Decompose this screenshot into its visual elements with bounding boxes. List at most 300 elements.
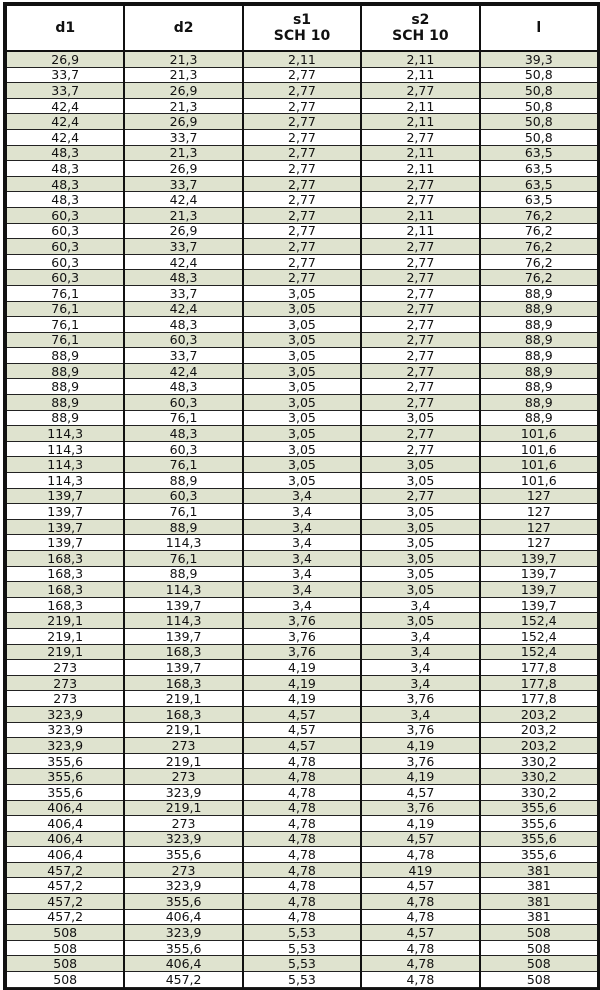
table-row bbox=[6, 207, 598, 223]
cell-d2: 60,3 bbox=[124, 332, 242, 348]
cell-l: 203,2 bbox=[480, 722, 598, 738]
cell-d2: 355,6 bbox=[124, 894, 242, 910]
table-row bbox=[6, 691, 598, 707]
cell-s1: 5,53 bbox=[243, 972, 361, 988]
cell-d1: 60,3 bbox=[6, 239, 124, 255]
cell-s1: 3,05 bbox=[243, 426, 361, 442]
cell-d2: 42,4 bbox=[124, 301, 242, 317]
cell-d2: 168,3 bbox=[124, 644, 242, 660]
table-row bbox=[6, 348, 598, 364]
cell-d2: 21,3 bbox=[124, 207, 242, 223]
cell-l: 381 bbox=[480, 862, 598, 878]
cell-d1: 48,3 bbox=[6, 176, 124, 192]
cell-s1: 2,77 bbox=[243, 254, 361, 270]
cell-d1: 508 bbox=[6, 940, 124, 956]
cell-s1: 2,77 bbox=[243, 270, 361, 286]
cell-s1: 2,77 bbox=[243, 176, 361, 192]
cell-s2: 2,11 bbox=[361, 98, 479, 114]
cell-s2: 2,77 bbox=[361, 192, 479, 208]
cell-d1: 42,4 bbox=[6, 129, 124, 145]
table-row bbox=[6, 738, 598, 754]
table-row bbox=[6, 597, 598, 613]
header-d1-label: d1 bbox=[55, 20, 76, 36]
table-row bbox=[6, 675, 598, 691]
cell-l: 63,5 bbox=[480, 192, 598, 208]
header-d1 bbox=[6, 5, 124, 51]
cell-d1: 60,3 bbox=[6, 223, 124, 239]
cell-d1: 355,6 bbox=[6, 784, 124, 800]
cell-s2: 3,76 bbox=[361, 722, 479, 738]
cell-s1: 3,76 bbox=[243, 613, 361, 629]
header-s2-label: s2 bbox=[411, 12, 430, 28]
table-row bbox=[6, 192, 598, 208]
cell-d1: 168,3 bbox=[6, 566, 124, 582]
cell-s2: 2,11 bbox=[361, 145, 479, 161]
cell-d1: 88,9 bbox=[6, 395, 124, 411]
cell-l: 139,7 bbox=[480, 597, 598, 613]
cell-l: 381 bbox=[480, 909, 598, 925]
table-row bbox=[6, 473, 598, 489]
cell-l: 330,2 bbox=[480, 753, 598, 769]
cell-s2: 3,05 bbox=[361, 613, 479, 629]
cell-s2: 3,05 bbox=[361, 551, 479, 567]
cell-d1: 88,9 bbox=[6, 410, 124, 426]
cell-d2: 42,4 bbox=[124, 363, 242, 379]
table-row bbox=[6, 67, 598, 83]
table-row bbox=[6, 457, 598, 473]
cell-s2: 2,77 bbox=[361, 426, 479, 442]
cell-s2: 2,77 bbox=[361, 254, 479, 270]
cell-s2: 2,77 bbox=[361, 285, 479, 301]
table-row bbox=[6, 379, 598, 395]
table-row bbox=[6, 784, 598, 800]
table-row bbox=[6, 972, 598, 988]
cell-l: 63,5 bbox=[480, 145, 598, 161]
cell-l: 381 bbox=[480, 894, 598, 910]
cell-s1: 2,77 bbox=[243, 67, 361, 83]
cell-s1: 2,77 bbox=[243, 98, 361, 114]
cell-s1: 2,77 bbox=[243, 192, 361, 208]
cell-d2: 139,7 bbox=[124, 660, 242, 676]
cell-s1: 4,78 bbox=[243, 909, 361, 925]
table-row bbox=[6, 488, 598, 504]
cell-s1: 4,78 bbox=[243, 800, 361, 816]
table-row bbox=[6, 285, 598, 301]
cell-s2: 4,78 bbox=[361, 847, 479, 863]
cell-l: 127 bbox=[480, 535, 598, 551]
cell-l: 101,6 bbox=[480, 441, 598, 457]
cell-l: 76,2 bbox=[480, 207, 598, 223]
cell-l: 177,8 bbox=[480, 660, 598, 676]
cell-s1: 5,53 bbox=[243, 956, 361, 972]
cell-s1: 5,53 bbox=[243, 925, 361, 941]
table-row bbox=[6, 800, 598, 816]
cell-s2: 2,77 bbox=[361, 488, 479, 504]
cell-s2: 4,78 bbox=[361, 972, 479, 988]
cell-s1: 4,57 bbox=[243, 706, 361, 722]
cell-l: 39,3 bbox=[480, 51, 598, 67]
table-row bbox=[6, 862, 598, 878]
cell-s1: 2,77 bbox=[243, 83, 361, 99]
cell-d1: 42,4 bbox=[6, 114, 124, 130]
table-row bbox=[6, 722, 598, 738]
cell-d2: 323,9 bbox=[124, 925, 242, 941]
cell-d1: 219,1 bbox=[6, 628, 124, 644]
table-row bbox=[6, 51, 598, 67]
cell-d1: 406,4 bbox=[6, 816, 124, 832]
cell-d1: 33,7 bbox=[6, 67, 124, 83]
cell-d2: 273 bbox=[124, 862, 242, 878]
cell-s2: 4,78 bbox=[361, 894, 479, 910]
cell-s1: 4,78 bbox=[243, 862, 361, 878]
table-row bbox=[6, 176, 598, 192]
cell-d1: 114,3 bbox=[6, 441, 124, 457]
cell-d1: 406,4 bbox=[6, 831, 124, 847]
cell-d1: 114,3 bbox=[6, 473, 124, 489]
cell-s1: 2,77 bbox=[243, 129, 361, 145]
table-row bbox=[6, 129, 598, 145]
cell-d2: 219,1 bbox=[124, 753, 242, 769]
cell-d2: 114,3 bbox=[124, 613, 242, 629]
table-row bbox=[6, 940, 598, 956]
cell-d2: 60,3 bbox=[124, 441, 242, 457]
cell-d1: 88,9 bbox=[6, 348, 124, 364]
cell-l: 88,9 bbox=[480, 395, 598, 411]
cell-d2: 219,1 bbox=[124, 722, 242, 738]
table-row bbox=[6, 831, 598, 847]
cell-d1: 457,2 bbox=[6, 894, 124, 910]
cell-d1: 60,3 bbox=[6, 207, 124, 223]
cell-s2: 4,78 bbox=[361, 956, 479, 972]
header-s1 bbox=[243, 5, 361, 51]
table-row bbox=[6, 909, 598, 925]
cell-s1: 4,57 bbox=[243, 722, 361, 738]
cell-l: 203,2 bbox=[480, 706, 598, 722]
cell-s2: 2,77 bbox=[361, 395, 479, 411]
cell-d1: 48,3 bbox=[6, 192, 124, 208]
cell-s2: 4,57 bbox=[361, 831, 479, 847]
cell-s2: 3,05 bbox=[361, 473, 479, 489]
table-row bbox=[6, 426, 598, 442]
cell-l: 139,7 bbox=[480, 582, 598, 598]
cell-s1: 4,57 bbox=[243, 738, 361, 754]
cell-d1: 60,3 bbox=[6, 270, 124, 286]
cell-d1: 114,3 bbox=[6, 426, 124, 442]
cell-s1: 3,4 bbox=[243, 551, 361, 567]
cell-d2: 76,1 bbox=[124, 504, 242, 520]
cell-l: 127 bbox=[480, 519, 598, 535]
cell-d2: 26,9 bbox=[124, 223, 242, 239]
cell-s2: 3,4 bbox=[361, 706, 479, 722]
cell-d2: 26,9 bbox=[124, 114, 242, 130]
cell-s1: 3,05 bbox=[243, 317, 361, 333]
cell-d2: 76,1 bbox=[124, 551, 242, 567]
cell-d1: 76,1 bbox=[6, 317, 124, 333]
cell-d2: 88,9 bbox=[124, 519, 242, 535]
cell-s1: 3,05 bbox=[243, 410, 361, 426]
cell-s2: 3,4 bbox=[361, 628, 479, 644]
cell-d1: 219,1 bbox=[6, 613, 124, 629]
cell-d2: 42,4 bbox=[124, 192, 242, 208]
cell-d1: 406,4 bbox=[6, 800, 124, 816]
cell-d2: 21,3 bbox=[124, 51, 242, 67]
cell-d2: 33,7 bbox=[124, 239, 242, 255]
table-row bbox=[6, 519, 598, 535]
cell-d1: 219,1 bbox=[6, 644, 124, 660]
dimension-table bbox=[5, 4, 599, 988]
cell-l: 76,2 bbox=[480, 239, 598, 255]
cell-d1: 323,9 bbox=[6, 722, 124, 738]
table-row bbox=[6, 114, 598, 130]
cell-s1: 4,78 bbox=[243, 847, 361, 863]
cell-s1: 3,05 bbox=[243, 285, 361, 301]
cell-l: 76,2 bbox=[480, 254, 598, 270]
cell-d2: 42,4 bbox=[124, 254, 242, 270]
cell-d2: 355,6 bbox=[124, 847, 242, 863]
cell-s2: 2,77 bbox=[361, 379, 479, 395]
table-row bbox=[6, 551, 598, 567]
cell-d2: 76,1 bbox=[124, 410, 242, 426]
cell-l: 88,9 bbox=[480, 379, 598, 395]
cell-s2: 3,76 bbox=[361, 753, 479, 769]
cell-s2: 2,11 bbox=[361, 207, 479, 223]
cell-s1: 3,4 bbox=[243, 566, 361, 582]
cell-s2: 4,78 bbox=[361, 940, 479, 956]
cell-s2: 419 bbox=[361, 862, 479, 878]
cell-d2: 48,3 bbox=[124, 426, 242, 442]
cell-d1: 76,1 bbox=[6, 332, 124, 348]
cell-d1: 48,3 bbox=[6, 161, 124, 177]
cell-l: 50,8 bbox=[480, 83, 598, 99]
cell-s1: 2,77 bbox=[243, 145, 361, 161]
cell-d1: 273 bbox=[6, 691, 124, 707]
cell-d2: 21,3 bbox=[124, 98, 242, 114]
cell-d1: 60,3 bbox=[6, 254, 124, 270]
cell-d1: 457,2 bbox=[6, 862, 124, 878]
cell-d2: 60,3 bbox=[124, 488, 242, 504]
header-s1-sublabel: SCH 10 bbox=[273, 28, 331, 44]
cell-l: 50,8 bbox=[480, 98, 598, 114]
cell-d1: 114,3 bbox=[6, 457, 124, 473]
cell-d1: 323,9 bbox=[6, 706, 124, 722]
cell-d2: 33,7 bbox=[124, 285, 242, 301]
cell-s1: 3,4 bbox=[243, 504, 361, 520]
cell-d1: 355,6 bbox=[6, 753, 124, 769]
cell-l: 355,6 bbox=[480, 847, 598, 863]
cell-s2: 3,76 bbox=[361, 800, 479, 816]
cell-d2: 323,9 bbox=[124, 878, 242, 894]
cell-s2: 2,77 bbox=[361, 129, 479, 145]
cell-s2: 2,77 bbox=[361, 363, 479, 379]
cell-l: 508 bbox=[480, 940, 598, 956]
cell-d2: 26,9 bbox=[124, 83, 242, 99]
cell-l: 152,4 bbox=[480, 644, 598, 660]
cell-d2: 168,3 bbox=[124, 706, 242, 722]
header-l-label: l bbox=[536, 20, 542, 36]
header-d2 bbox=[124, 5, 242, 51]
cell-d2: 114,3 bbox=[124, 582, 242, 598]
table-row bbox=[6, 410, 598, 426]
table-row bbox=[6, 847, 598, 863]
cell-s2: 4,19 bbox=[361, 769, 479, 785]
header-l bbox=[480, 5, 598, 51]
cell-l: 88,9 bbox=[480, 332, 598, 348]
cell-l: 88,9 bbox=[480, 301, 598, 317]
table-row bbox=[6, 301, 598, 317]
cell-d1: 76,1 bbox=[6, 285, 124, 301]
cell-d1: 42,4 bbox=[6, 98, 124, 114]
cell-l: 139,7 bbox=[480, 551, 598, 567]
cell-d1: 139,7 bbox=[6, 519, 124, 535]
cell-s1: 3,05 bbox=[243, 457, 361, 473]
cell-l: 101,6 bbox=[480, 426, 598, 442]
cell-s2: 2,77 bbox=[361, 317, 479, 333]
cell-l: 88,9 bbox=[480, 348, 598, 364]
cell-d2: 26,9 bbox=[124, 161, 242, 177]
cell-s2: 2,77 bbox=[361, 301, 479, 317]
table-row bbox=[6, 161, 598, 177]
table-row bbox=[6, 566, 598, 582]
cell-l: 76,2 bbox=[480, 223, 598, 239]
cell-s2: 3,05 bbox=[361, 519, 479, 535]
cell-l: 330,2 bbox=[480, 784, 598, 800]
cell-d1: 168,3 bbox=[6, 582, 124, 598]
cell-s1: 3,05 bbox=[243, 379, 361, 395]
table-row bbox=[6, 925, 598, 941]
cell-s2: 4,19 bbox=[361, 816, 479, 832]
cell-d1: 33,7 bbox=[6, 83, 124, 99]
table-row bbox=[6, 816, 598, 832]
table-row bbox=[6, 145, 598, 161]
cell-s1: 3,4 bbox=[243, 597, 361, 613]
dimension-table-frame bbox=[3, 2, 600, 990]
cell-d2: 406,4 bbox=[124, 956, 242, 972]
cell-d1: 457,2 bbox=[6, 909, 124, 925]
cell-s2: 2,77 bbox=[361, 441, 479, 457]
cell-l: 139,7 bbox=[480, 566, 598, 582]
cell-s1: 4,78 bbox=[243, 753, 361, 769]
cell-s2: 2,11 bbox=[361, 51, 479, 67]
cell-d1: 48,3 bbox=[6, 145, 124, 161]
cell-s1: 3,05 bbox=[243, 363, 361, 379]
cell-d2: 88,9 bbox=[124, 473, 242, 489]
cell-d1: 273 bbox=[6, 675, 124, 691]
cell-d2: 33,7 bbox=[124, 348, 242, 364]
table-row bbox=[6, 582, 598, 598]
cell-d1: 139,7 bbox=[6, 535, 124, 551]
cell-s1: 3,4 bbox=[243, 535, 361, 551]
cell-s2: 2,11 bbox=[361, 67, 479, 83]
cell-s1: 2,77 bbox=[243, 207, 361, 223]
cell-s2: 2,77 bbox=[361, 270, 479, 286]
cell-s1: 4,78 bbox=[243, 894, 361, 910]
cell-s2: 2,77 bbox=[361, 83, 479, 99]
cell-d2: 406,4 bbox=[124, 909, 242, 925]
cell-l: 177,8 bbox=[480, 691, 598, 707]
cell-l: 88,9 bbox=[480, 410, 598, 426]
table-row bbox=[6, 769, 598, 785]
cell-s1: 4,19 bbox=[243, 675, 361, 691]
table-body bbox=[6, 51, 598, 987]
cell-d2: 21,3 bbox=[124, 67, 242, 83]
cell-d1: 26,9 bbox=[6, 51, 124, 67]
cell-d2: 48,3 bbox=[124, 317, 242, 333]
cell-d2: 457,2 bbox=[124, 972, 242, 988]
cell-d1: 88,9 bbox=[6, 379, 124, 395]
table-row bbox=[6, 363, 598, 379]
cell-s2: 2,77 bbox=[361, 348, 479, 364]
cell-s2: 3,05 bbox=[361, 566, 479, 582]
cell-d2: 139,7 bbox=[124, 628, 242, 644]
cell-d1: 168,3 bbox=[6, 597, 124, 613]
cell-l: 355,6 bbox=[480, 816, 598, 832]
cell-l: 508 bbox=[480, 925, 598, 941]
cell-s2: 2,77 bbox=[361, 239, 479, 255]
cell-l: 76,2 bbox=[480, 270, 598, 286]
cell-s2: 3,05 bbox=[361, 504, 479, 520]
table-row bbox=[6, 956, 598, 972]
cell-s1: 3,76 bbox=[243, 628, 361, 644]
cell-l: 127 bbox=[480, 488, 598, 504]
cell-l: 127 bbox=[480, 504, 598, 520]
table-row bbox=[6, 239, 598, 255]
cell-d1: 508 bbox=[6, 956, 124, 972]
cell-d1: 508 bbox=[6, 925, 124, 941]
cell-l: 508 bbox=[480, 956, 598, 972]
table-row bbox=[6, 878, 598, 894]
cell-d2: 60,3 bbox=[124, 395, 242, 411]
cell-d1: 139,7 bbox=[6, 488, 124, 504]
cell-l: 88,9 bbox=[480, 285, 598, 301]
cell-s2: 3,4 bbox=[361, 644, 479, 660]
cell-s2: 3,05 bbox=[361, 410, 479, 426]
cell-s2: 3,05 bbox=[361, 535, 479, 551]
cell-d1: 88,9 bbox=[6, 363, 124, 379]
cell-s2: 2,77 bbox=[361, 176, 479, 192]
cell-l: 330,2 bbox=[480, 769, 598, 785]
cell-d1: 168,3 bbox=[6, 551, 124, 567]
cell-s2: 2,11 bbox=[361, 114, 479, 130]
table-row bbox=[6, 83, 598, 99]
table-header bbox=[6, 5, 598, 51]
cell-s1: 4,78 bbox=[243, 816, 361, 832]
cell-d2: 273 bbox=[124, 738, 242, 754]
cell-d2: 273 bbox=[124, 816, 242, 832]
cell-l: 88,9 bbox=[480, 363, 598, 379]
cell-l: 381 bbox=[480, 878, 598, 894]
cell-s1: 3,05 bbox=[243, 395, 361, 411]
header-s1-label: s1 bbox=[292, 12, 312, 28]
cell-s2: 3,76 bbox=[361, 691, 479, 707]
cell-d2: 273 bbox=[124, 769, 242, 785]
cell-l: 63,5 bbox=[480, 176, 598, 192]
cell-l: 152,4 bbox=[480, 613, 598, 629]
table-row bbox=[6, 441, 598, 457]
table-row bbox=[6, 270, 598, 286]
cell-d2: 88,9 bbox=[124, 566, 242, 582]
header-s2 bbox=[361, 5, 479, 51]
cell-s1: 4,78 bbox=[243, 831, 361, 847]
cell-l: 177,8 bbox=[480, 675, 598, 691]
cell-d2: 76,1 bbox=[124, 457, 242, 473]
table-row bbox=[6, 644, 598, 660]
cell-d2: 168,3 bbox=[124, 675, 242, 691]
table-row bbox=[6, 613, 598, 629]
cell-l: 50,8 bbox=[480, 67, 598, 83]
cell-s1: 3,05 bbox=[243, 301, 361, 317]
cell-d1: 508 bbox=[6, 972, 124, 988]
cell-s2: 4,57 bbox=[361, 784, 479, 800]
